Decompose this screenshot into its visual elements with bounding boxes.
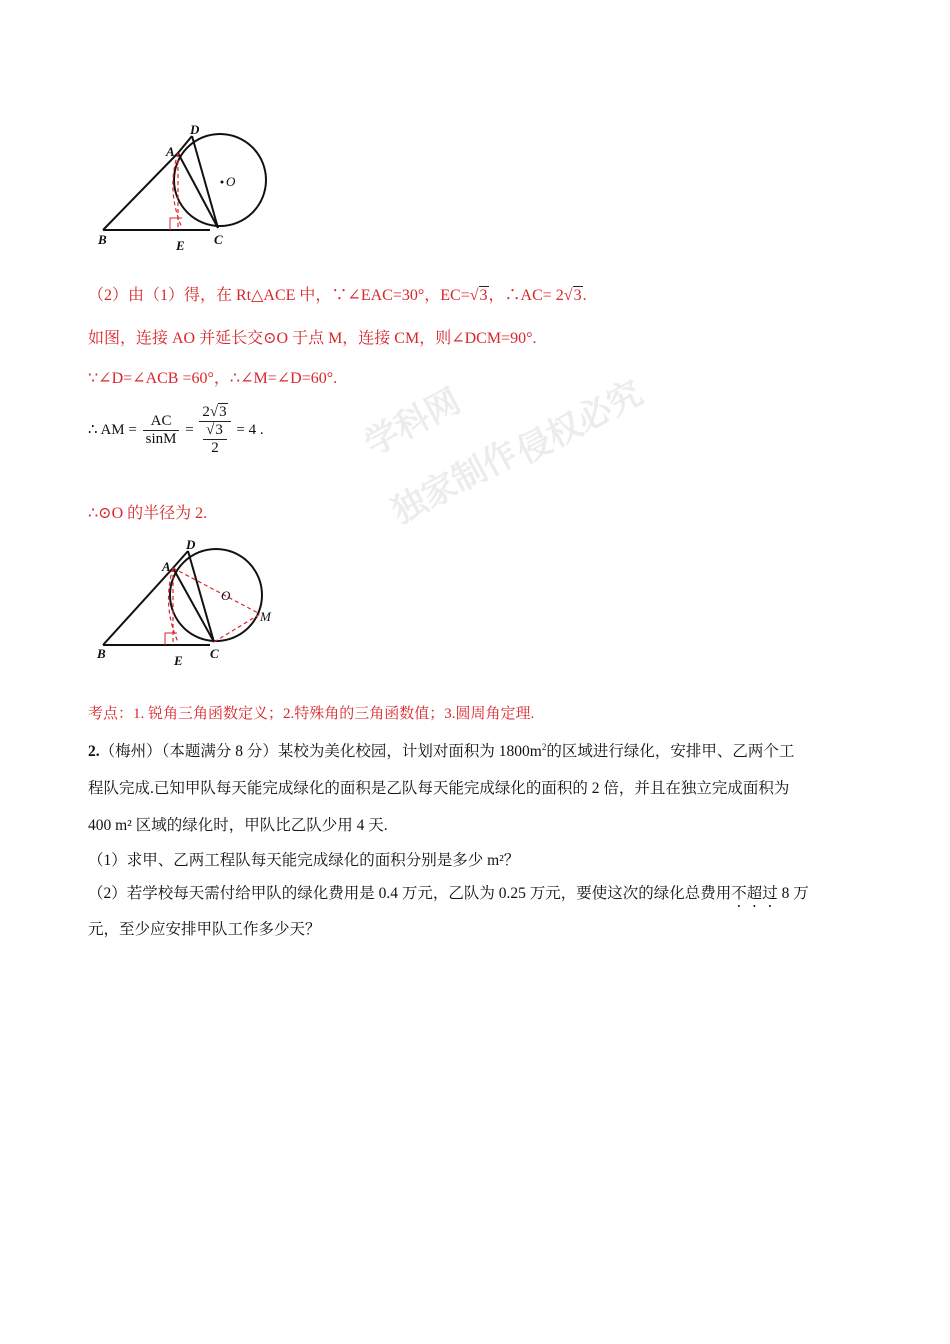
figure-label: B <box>97 646 106 661</box>
watermark-text: 侵权必究 <box>510 373 650 473</box>
figure-label: M <box>260 609 271 624</box>
figure-label: O <box>226 174 236 189</box>
emphasized-text: 不超过 <box>731 885 778 903</box>
geometry-figure-2 <box>90 538 290 673</box>
solution-line-2: 如图，连接 AO 并延长交⊙O 于点 M，连接 CM，则∠DCM=90°. <box>88 330 537 347</box>
problem-number: 2. <box>88 743 100 761</box>
figure-label: E <box>176 238 185 253</box>
watermark-text: 独家制作 <box>385 433 525 533</box>
kaodian-line: 考点：1. 锐角三角函数定义；2.特殊角的三角函数值；3.圆周角定理. <box>88 706 535 722</box>
watermark-text: 学科网 <box>358 380 468 465</box>
problem-2: 2.（梅州）（本题满分 8 分）某校为美化校园，计划对面积为 $1800m^2$的区域进行绿化，安排甲、乙两个工 程队完成.已知甲队每天能完成绿化的面积是乙队每天能完成绿化的面积的 2 倍，并且在独立完成面积为 400 m² 区域的绿化时，甲队比乙队少用 4 天. （1）求甲、乙两工程队每天能完成绿化的面积分别是多少 m²？ （2）若学校每天需付给甲队的绿化费用是 0.4 万元，乙队为 0.25 万元，要使这次的绿化总费用不超过 8 万 元，至少应安排甲队工作多少天？ <box>88 742 809 939</box>
geometry-figure-1 <box>90 120 280 260</box>
solution-line-3: ∵∠D=∠ACB =60°，∴∠M=∠D=60°. <box>88 370 338 387</box>
figure-label: E <box>174 653 183 668</box>
figure-label: A <box>162 559 171 574</box>
figure-label: B <box>98 232 107 247</box>
figure-label: D <box>190 122 200 137</box>
solution-line-1: （2）由（1）得，在 Rt△ACE 中，∵∠EAC=30°，EC=√3，∴AC= 2√3. <box>88 287 587 304</box>
formula-am: ∴ AM = $\frac{AC}{\sin M}$ = $\frac{2√3}{\frac{√3}{2}}$ = 4 . <box>88 404 264 456</box>
figure-label: D <box>186 538 196 552</box>
figure-label: C <box>214 232 223 247</box>
figure-label: C <box>210 646 219 661</box>
figure-label: A <box>166 144 175 159</box>
figure-label: O <box>221 588 231 603</box>
solution-line-5: ∴⊙O 的半径为 2. <box>88 505 208 522</box>
